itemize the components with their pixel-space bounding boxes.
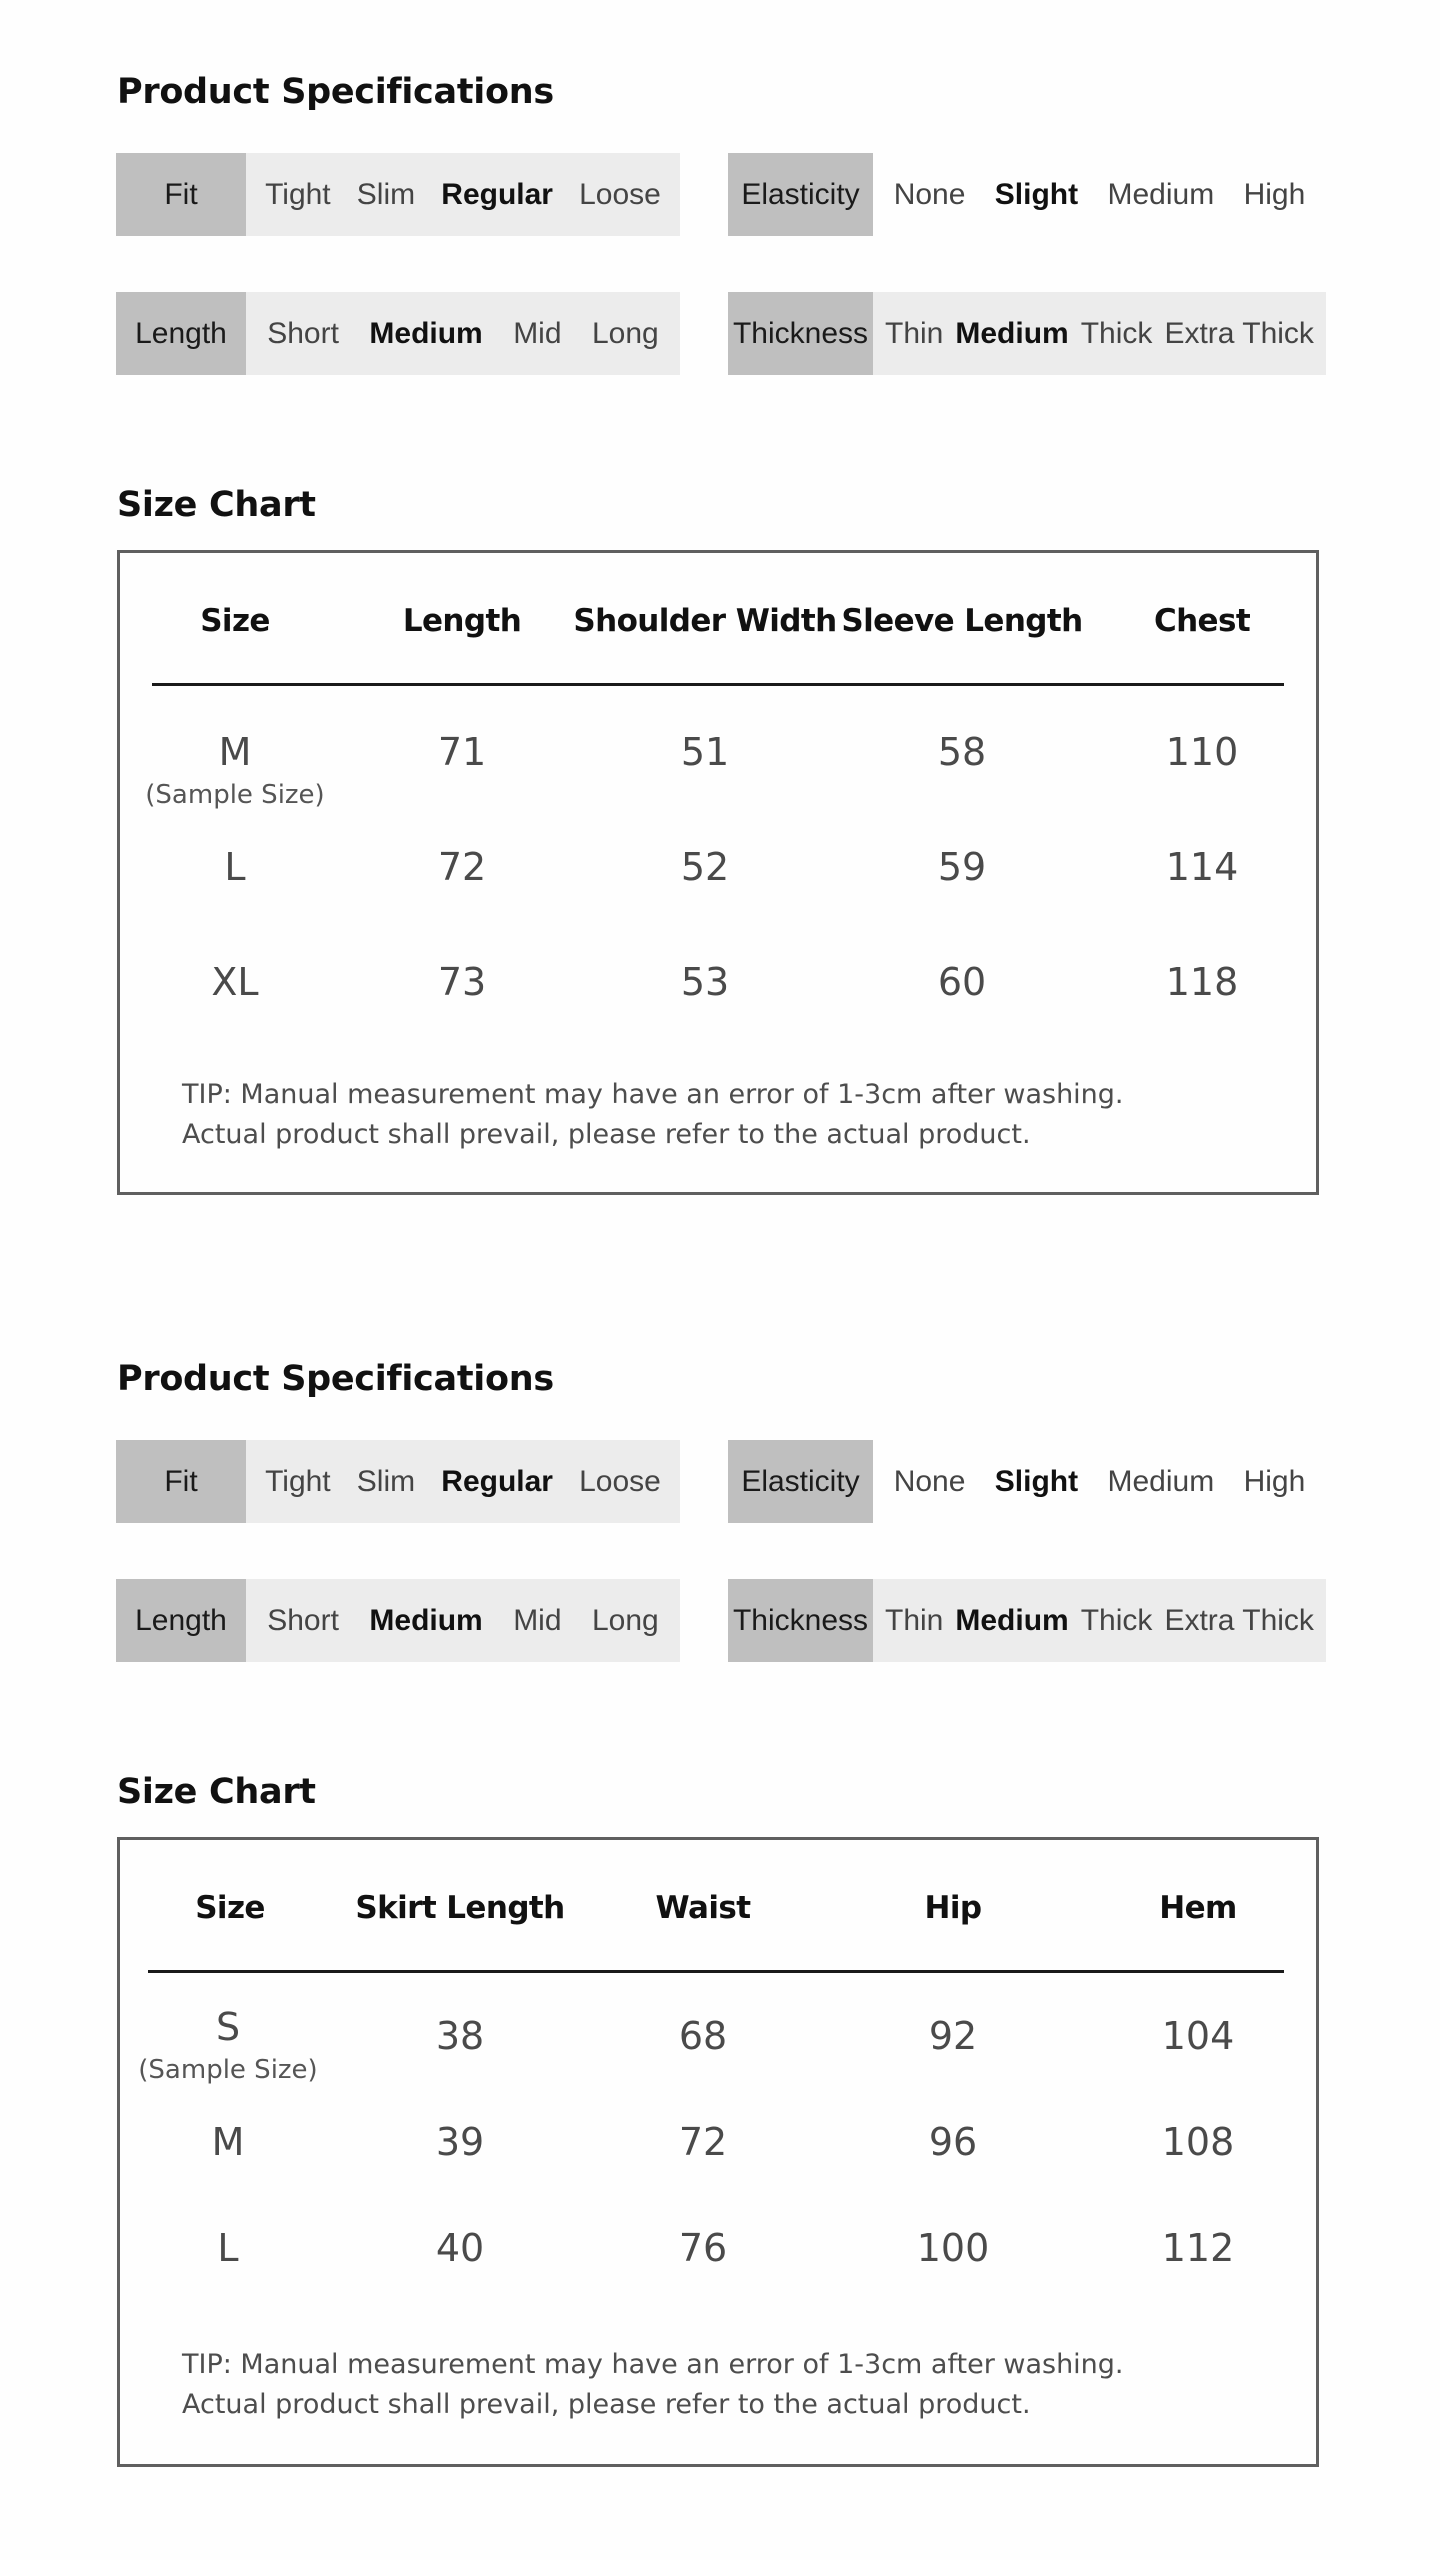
tip-line: Actual product shall prevail, please refer to the actual product. (182, 2389, 1031, 2420)
spec-thickness-option-selected: Medium (955, 1603, 1069, 1637)
header-cell: Hip (924, 1890, 982, 1926)
size-chart-header (120, 553, 1316, 683)
tip-line: TIP: Manual measurement may have an error of 1-3cm after washing. (182, 1079, 1124, 1110)
spec-length-options (246, 292, 680, 375)
spec-thickness-option: Thick (1080, 316, 1153, 350)
spec-fit-label: Fit (116, 153, 246, 236)
table-cell: 71 (437, 730, 487, 774)
measurement-tip (182, 2345, 1124, 2425)
spec-elasticity-option: High (1243, 1464, 1306, 1498)
tip-line: Actual product shall prevail, please refer to the actual product. (182, 1119, 1031, 1150)
table-cell: 92 (928, 2014, 978, 2058)
spec-elasticity-option: Medium (1107, 1464, 1215, 1498)
spec-length-option: Long (591, 316, 659, 350)
spec-length (116, 1579, 680, 1662)
header-cell: Hem (1159, 1890, 1237, 1926)
size-chart-title: Size Chart (117, 1772, 316, 1812)
table-cell: 104 (1161, 2014, 1235, 2058)
table-cell: 59 (937, 845, 987, 889)
table-cell: 72 (678, 2120, 728, 2164)
size-chart-title: Size Chart (117, 485, 316, 525)
size-cell: M (218, 730, 252, 774)
table-cell: 40 (435, 2226, 485, 2270)
table-cell: 58 (937, 730, 987, 774)
spec-length-option: Mid (513, 1603, 562, 1637)
spec-fit-label: Fit (116, 1440, 246, 1523)
measurement-tip (182, 1075, 1124, 1155)
spec-fit-option-selected: Regular (441, 177, 553, 211)
spec-elasticity-label: Elasticity (728, 1440, 873, 1523)
spec-fit-option: Loose (579, 1464, 661, 1498)
table-cell: 118 (1165, 960, 1239, 1004)
table-cell: 72 (437, 845, 487, 889)
spec-thickness-option: Thick (1080, 1603, 1153, 1637)
spec-elasticity-option: None (893, 1464, 966, 1498)
header-cell: Skirt Length (355, 1890, 565, 1926)
size-cell: M (211, 2120, 245, 2164)
header-cell: Size (200, 603, 270, 639)
table-cell: 73 (437, 960, 487, 1004)
spec-fit-option-selected: Regular (441, 1464, 553, 1498)
spec-length-option-selected: Medium (369, 1603, 483, 1637)
table-cell: 100 (916, 2226, 990, 2270)
spec-elasticity-option: None (893, 177, 966, 211)
size-cell: S (215, 2005, 241, 2049)
sample-size-note: (Sample Size) (138, 2055, 318, 2085)
header-cell: Size (195, 1890, 265, 1926)
size-cell: L (217, 2226, 239, 2270)
table-cell: 112 (1161, 2226, 1235, 2270)
spec-elasticity (728, 153, 1326, 236)
spec-fit-option: Loose (579, 177, 661, 211)
table-cell: 110 (1165, 730, 1239, 774)
spec-elasticity-option: High (1243, 177, 1306, 211)
spec-elasticity (728, 1440, 1326, 1523)
spec-fit-option: Slim (356, 177, 416, 211)
table-cell: 96 (928, 2120, 978, 2164)
spec-thickness (728, 292, 1326, 375)
spec-elasticity-options (873, 1440, 1326, 1523)
spec-elasticity-options (873, 153, 1326, 236)
header-divider (148, 1970, 1284, 1973)
spec-length-label: Length (116, 292, 246, 375)
spec-fit-options (246, 1440, 680, 1523)
spec-thickness-option: Extra Thick (1164, 1603, 1314, 1637)
header-divider (152, 683, 1284, 686)
header-cell: Chest (1153, 603, 1251, 639)
header-cell: Shoulder Width (573, 603, 837, 639)
spec-thickness-label: Thickness (728, 1579, 873, 1662)
sample-size-note: (Sample Size) (145, 780, 325, 810)
spec-fit-option: Tight (265, 1464, 331, 1498)
spec-elasticity-option-selected: Slight (994, 1464, 1079, 1498)
product-specifications-title: Product Specifications (117, 1359, 554, 1399)
header-cell: Sleeve Length (841, 603, 1083, 639)
table-cell: 114 (1165, 845, 1239, 889)
table-cell: 60 (937, 960, 987, 1004)
header-cell: Waist (655, 1890, 751, 1926)
header-cell: Length (402, 603, 522, 639)
spec-thickness (728, 1579, 1326, 1662)
spec-thickness-option: Extra Thick (1164, 316, 1314, 350)
table-cell: 51 (680, 730, 730, 774)
spec-fit (116, 153, 680, 236)
spec-length-option: Short (267, 1603, 339, 1637)
spec-length-option-selected: Medium (369, 316, 483, 350)
spec-length (116, 292, 680, 375)
size-chart-header (120, 1840, 1316, 1970)
spec-fit-option: Tight (265, 177, 331, 211)
tip-line: TIP: Manual measurement may have an error of 1-3cm after washing. (182, 2349, 1124, 2380)
table-cell: 38 (435, 2014, 485, 2058)
spec-fit-option: Slim (356, 1464, 416, 1498)
spec-fit (116, 1440, 680, 1523)
spec-length-option: Short (267, 316, 339, 350)
spec-thickness-option: Thin (885, 1603, 944, 1637)
product-specifications-title: Product Specifications (117, 72, 554, 112)
table-cell: 76 (678, 2226, 728, 2270)
table-cell: 52 (680, 845, 730, 889)
spec-length-label: Length (116, 1579, 246, 1662)
table-cell: 108 (1161, 2120, 1235, 2164)
spec-length-options (246, 1579, 680, 1662)
table-cell: 68 (678, 2014, 728, 2058)
spec-elasticity-option: Medium (1107, 177, 1215, 211)
table-cell: 53 (680, 960, 730, 1004)
spec-thickness-label: Thickness (728, 292, 873, 375)
spec-thickness-options (873, 1579, 1326, 1662)
spec-fit-options (246, 153, 680, 236)
size-chart-table (117, 1837, 1319, 2467)
spec-elasticity-option-selected: Slight (994, 177, 1079, 211)
size-cell: XL (211, 960, 259, 1004)
spec-length-option: Mid (513, 316, 562, 350)
spec-thickness-option: Thin (885, 316, 944, 350)
spec-elasticity-label: Elasticity (728, 153, 873, 236)
size-cell: L (224, 845, 246, 889)
size-chart-table (117, 550, 1319, 1195)
spec-thickness-option-selected: Medium (955, 316, 1069, 350)
table-cell: 39 (435, 2120, 485, 2164)
spec-thickness-options (873, 292, 1326, 375)
spec-length-option: Long (591, 1603, 659, 1637)
